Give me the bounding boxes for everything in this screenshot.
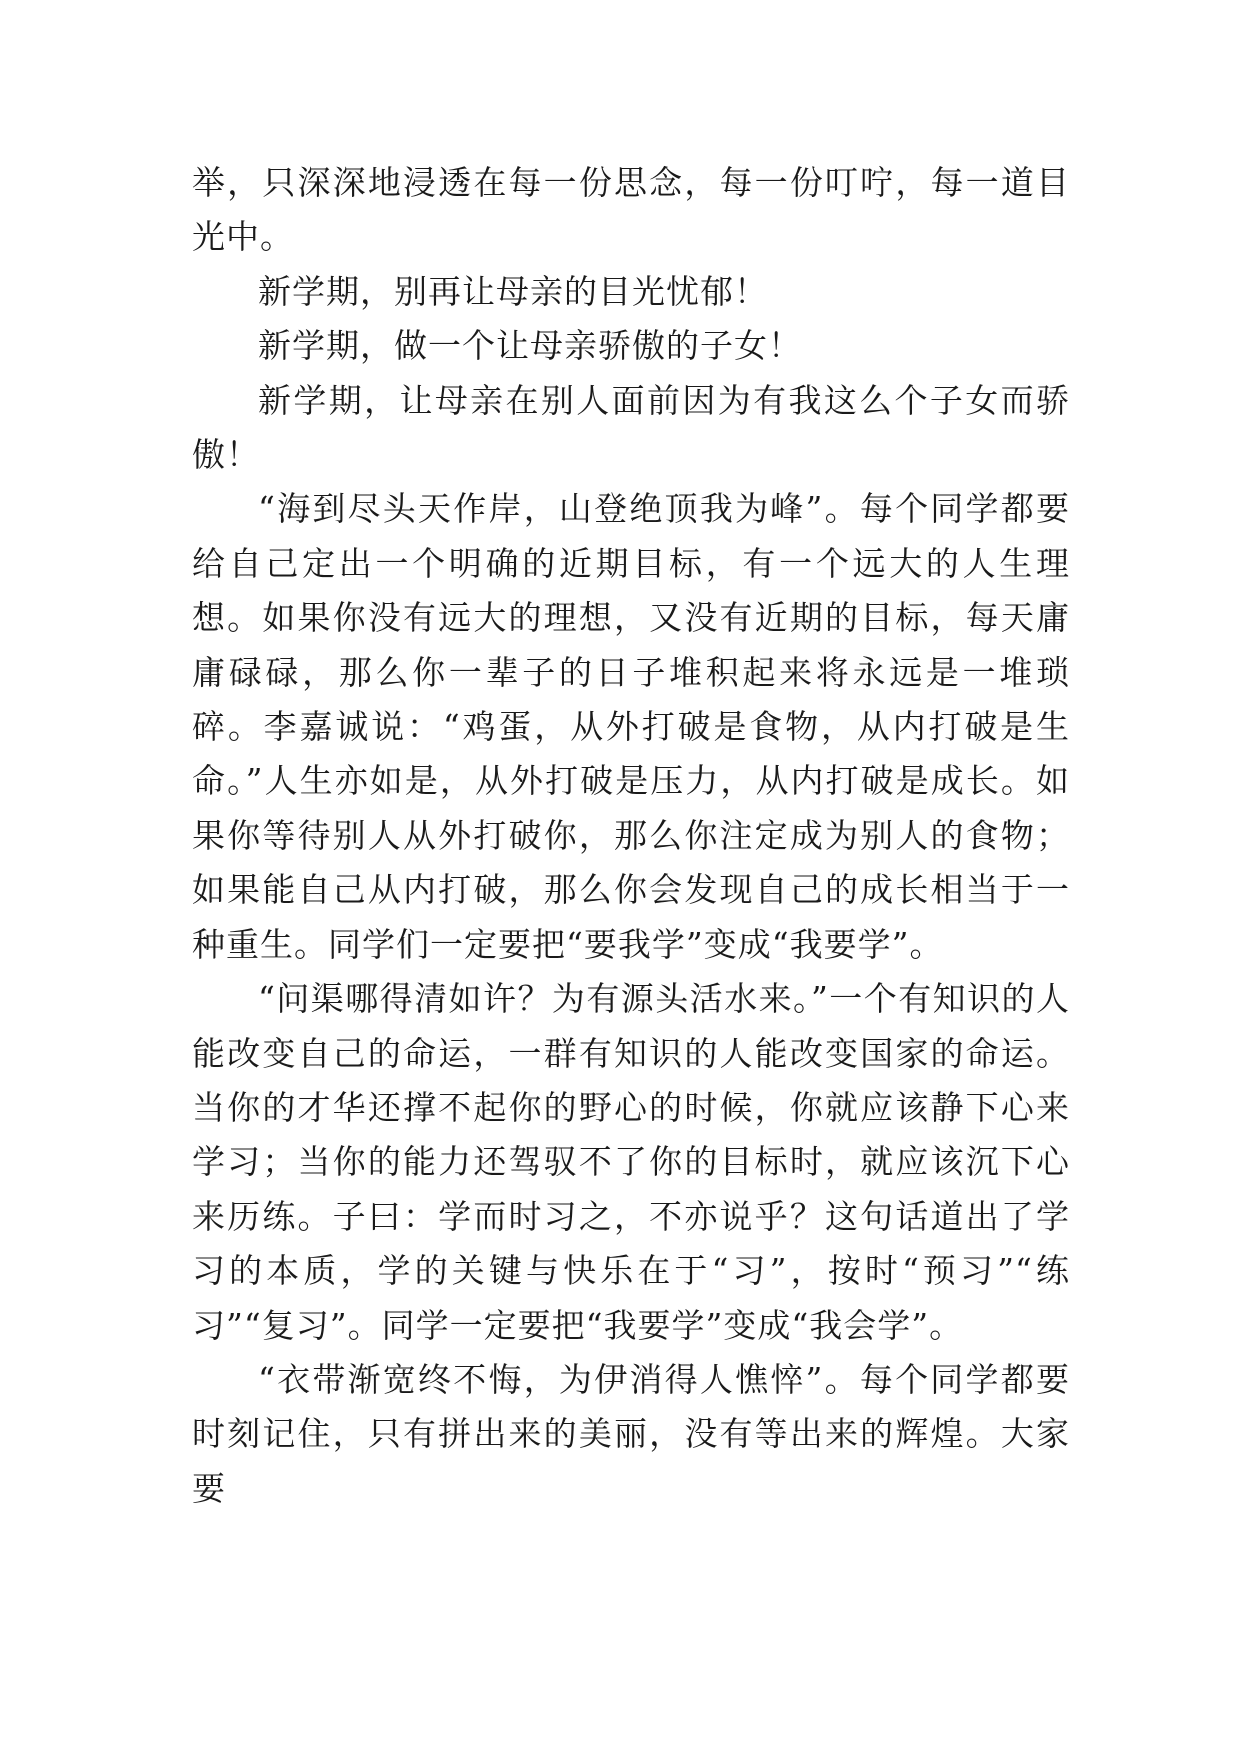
paragraph-learning: “问渠哪得清如许？为有源头活水来。”一个有知识的人能改变自己的命运，一群有知识的人能改变国家的命运。当你的才华还撑不起你的野心的时候，你就应该静下心来学习；当你的能力还驾驭不了你的目标时，就应该沉下心来历练。子曰：学而时习之，不亦说乎？这句话道出了学习的本质，学的关键与快乐在于“习”，按时“预习”“练习”“复习”。同学一定要把“我要学”变成“我会学”。 (192, 979, 1070, 1345)
paragraph-goals: “海到尽头天作岸，山登绝顶我为峰”。每个同学都要给自己定出一个明确的近期目标，有一个远大的人生理想。如果你没有远大的理想，又没有近期的目标，每天庸庸碌碌，那么你一辈子的日子堆积起来将永远是一堆琐碎。李嘉诚说：“鸡蛋，从外打破是食物，从内打破是生命。”人生亦如是，从外打破是压力，从内打破是成长。如果你等待别人从外打破你，那么你注定成为别人的食物；如果能自己从内打破，那么你会发现自己的成长相当于一种重生。同学们一定要把“要我学”变成“我要学”。 (192, 489, 1070, 964)
paragraph-continuation: 举，只深深地浸透在每一份思念，每一份叮咛，每一道目光中。 (192, 163, 1070, 257)
paragraph-slogan-2: 新学期，做一个让母亲骄傲的子女！ (258, 326, 802, 366)
paragraph-slogan-1: 新学期，别再让母亲的目光忧郁！ (258, 271, 768, 311)
paragraph-effort: “衣带渐宽终不悔，为伊消得人憔悴”。每个同学都要时刻记住，只有拼出来的美丽，没有等出来的辉煌。大家要 (192, 1359, 1070, 1508)
body-text (192, 156, 1070, 1516)
paragraph-slogan-3: 新学期，让母亲在别人面前因为有我这么个子女而骄傲！ (192, 380, 1070, 475)
